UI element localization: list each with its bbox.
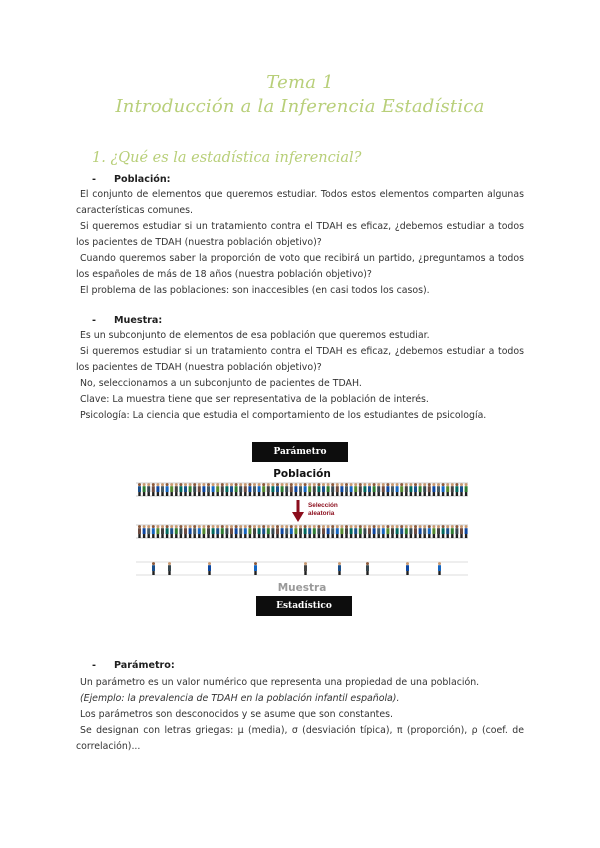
person-icon <box>271 525 274 538</box>
person-icon <box>423 525 426 538</box>
person-icon <box>354 525 357 538</box>
person-icon <box>340 483 343 496</box>
person-icon <box>373 525 376 538</box>
sampled-person-icon <box>152 562 155 575</box>
person-icon <box>377 483 380 496</box>
muestra-label: Muestra <box>277 582 327 594</box>
person-icon <box>442 483 445 496</box>
person-icon <box>207 483 210 496</box>
person-icon <box>340 525 343 538</box>
person-icon <box>363 483 366 496</box>
person-icon <box>423 483 426 496</box>
person-icon <box>258 525 261 538</box>
person-icon <box>317 525 320 538</box>
person-icon <box>304 483 307 496</box>
sampled-person-icon <box>208 562 211 575</box>
document-title-line-1: Tema 1 <box>266 72 334 93</box>
person-icon <box>161 525 164 538</box>
person-icon <box>451 483 454 496</box>
person-icon <box>363 525 366 538</box>
person-icon <box>294 483 297 496</box>
bullet-dash: - <box>92 660 96 671</box>
person-icon <box>294 525 297 538</box>
person-icon <box>368 483 371 496</box>
person-icon <box>382 483 385 496</box>
person-icon <box>179 525 182 538</box>
person-icon <box>147 483 150 496</box>
person-icon <box>138 483 141 496</box>
person-icon <box>419 483 422 496</box>
person-icon <box>308 525 311 538</box>
seleccion-label-2: aleatoria <box>308 510 335 517</box>
person-icon <box>271 483 274 496</box>
person-icon <box>235 483 238 496</box>
person-icon <box>156 483 159 496</box>
sampled-person-icon <box>366 562 369 575</box>
person-icon <box>198 483 201 496</box>
person-icon <box>437 483 440 496</box>
section-heading-1: 1. ¿Qué es la estadística inferencial? <box>92 150 362 166</box>
person-icon <box>432 483 435 496</box>
person-icon <box>409 525 412 538</box>
person-icon <box>313 483 316 496</box>
person-icon <box>455 483 458 496</box>
person-icon <box>400 525 403 538</box>
bullet-dash: - <box>92 315 96 326</box>
person-icon <box>193 483 196 496</box>
person-icon <box>258 483 261 496</box>
sampled-person-icon <box>438 562 441 575</box>
sampled-person-icon <box>254 562 257 575</box>
sampled-person-icon <box>168 562 171 575</box>
person-icon <box>170 483 173 496</box>
person-icon <box>193 525 196 538</box>
person-icon <box>212 483 215 496</box>
person-icon <box>350 525 353 538</box>
person-icon <box>405 525 408 538</box>
person-icon <box>184 525 187 538</box>
person-icon <box>276 483 279 496</box>
person-icon <box>239 483 242 496</box>
person-icon <box>396 525 399 538</box>
person-icon <box>147 525 150 538</box>
person-icon <box>386 483 389 496</box>
person-icon <box>281 525 284 538</box>
subsection-poblacion <box>92 174 171 185</box>
person-icon <box>350 483 353 496</box>
person-icon <box>465 525 468 538</box>
parametro-paragraph-3: Los parámetros son desconocidos y se asume que son constantes. <box>80 709 393 720</box>
person-icon <box>354 483 357 496</box>
person-icon <box>166 525 169 538</box>
person-icon <box>414 525 417 538</box>
person-icon <box>317 483 320 496</box>
person-icon <box>446 483 449 496</box>
person-icon <box>386 525 389 538</box>
person-icon <box>221 483 224 496</box>
person-icon <box>262 525 265 538</box>
person-icon <box>239 525 242 538</box>
person-icon <box>428 483 431 496</box>
sampled-person-icon <box>406 562 409 575</box>
selection-arrow-head <box>292 512 304 522</box>
document-title-line-2: Introducción a la Inferencia Estadística <box>115 96 485 117</box>
person-icon <box>460 483 463 496</box>
person-icon <box>446 525 449 538</box>
person-icon <box>400 483 403 496</box>
person-icon <box>175 483 178 496</box>
person-icon <box>299 483 302 496</box>
person-icon <box>285 483 288 496</box>
person-icon <box>262 483 265 496</box>
person-icon <box>230 483 233 496</box>
subsection-heading-parametro: Parámetro: <box>114 660 175 671</box>
sample-row <box>152 562 441 575</box>
person-icon <box>391 483 394 496</box>
person-icon <box>216 483 219 496</box>
person-icon <box>253 525 256 538</box>
person-icon <box>336 483 339 496</box>
person-icon <box>322 525 325 538</box>
person-icon <box>225 525 228 538</box>
muestra-paragraph-4: Clave: La muestra tiene que ser representativa de la población de interés. <box>80 394 429 405</box>
person-icon <box>161 483 164 496</box>
poblacion-paragraph-1: El conjunto de elementos que queremos estudiar. Todos estos elementos comparten algunas características comunes. <box>76 189 524 216</box>
parametro-paragraph-2: (Ejemplo: la prevalencia de TDAH en la población infantil española). <box>80 693 400 704</box>
poblacion-paragraph-2: Si queremos estudiar si un tratamiento contra el TDAH es eficaz, ¿debemos estudiar a todos los pacientes de TDAH (nuestra población objetivo)? <box>76 221 524 248</box>
person-icon <box>409 483 412 496</box>
person-icon <box>345 483 348 496</box>
person-icon <box>460 525 463 538</box>
person-icon <box>248 525 251 538</box>
person-icon <box>451 525 454 538</box>
parametro-paragraph-1: Un parámetro es un valor numérico que representa una propiedad de una población. <box>80 677 480 688</box>
person-icon <box>189 483 192 496</box>
person-icon <box>152 483 155 496</box>
person-icon <box>202 525 205 538</box>
seleccion-label-1: Selección <box>308 502 338 509</box>
muestra-paragraph-3: No, seleccionamos a un subconjunto de pacientes de TDAH. <box>80 378 362 389</box>
muestra-paragraph-1: Es un subconjunto de elementos de esa población que queremos estudiar. <box>80 330 430 341</box>
person-icon <box>414 483 417 496</box>
person-icon <box>382 525 385 538</box>
person-icon <box>267 525 270 538</box>
person-icon <box>244 483 247 496</box>
person-icon <box>179 483 182 496</box>
person-icon <box>336 525 339 538</box>
person-icon <box>143 483 146 496</box>
person-icon <box>327 525 330 538</box>
person-icon <box>175 525 178 538</box>
sampled-person-icon <box>338 562 341 575</box>
person-icon <box>290 525 293 538</box>
person-icon <box>304 525 307 538</box>
person-icon <box>138 525 141 538</box>
parametro-box: Parámetro <box>252 442 348 462</box>
person-icon <box>184 483 187 496</box>
person-icon <box>276 525 279 538</box>
person-icon <box>143 525 146 538</box>
sampled-person-icon <box>304 562 307 575</box>
person-icon <box>235 525 238 538</box>
person-icon <box>212 525 215 538</box>
person-icon <box>202 483 205 496</box>
person-icon <box>419 525 422 538</box>
person-icon <box>285 525 288 538</box>
population-sample-figure <box>134 438 470 618</box>
person-icon <box>230 525 233 538</box>
person-icon <box>432 525 435 538</box>
poblacion-paragraph-3: Cuando queremos saber la proporción de voto que recibirá un partido, ¿preguntamos a todos los españoles de más de 18 años (nuestra población objetivo)? <box>76 253 524 280</box>
person-icon <box>391 525 394 538</box>
person-icon <box>373 483 376 496</box>
person-icon <box>198 525 201 538</box>
person-icon <box>465 483 468 496</box>
person-icon <box>225 483 228 496</box>
muestra-paragraph-5: Psicología: La ciencia que estudia el comportamiento de los estudiantes de psicología. <box>80 410 487 421</box>
subsection-parametro <box>92 660 175 671</box>
subsection-heading-muestra: Muestra: <box>114 315 163 326</box>
person-icon <box>207 525 210 538</box>
person-icon <box>345 525 348 538</box>
poblacion-label: Población <box>273 468 331 480</box>
person-icon <box>359 525 362 538</box>
person-icon <box>405 483 408 496</box>
person-icon <box>322 483 325 496</box>
subsection-heading-poblacion: Población: <box>114 174 171 185</box>
parametro-paragraph-4: Se designan con letras griegas: μ (media), σ (desviación típica), π (proporción), ρ (coef. de correlación)... <box>76 725 524 752</box>
bullet-dash: - <box>92 174 96 185</box>
person-icon <box>156 525 159 538</box>
person-icon <box>216 525 219 538</box>
person-icon <box>327 483 330 496</box>
person-icon <box>359 483 362 496</box>
person-icon <box>455 525 458 538</box>
person-icon <box>221 525 224 538</box>
person-icon <box>377 525 380 538</box>
person-icon <box>331 483 334 496</box>
person-icon <box>166 483 169 496</box>
person-icon <box>396 483 399 496</box>
muestra-paragraph-2: Si queremos estudiar si un tratamiento contra el TDAH es eficaz, ¿debemos estudiar a todos los pacientes de TDAH (nuestra población objetivo)? <box>76 346 524 373</box>
estadistico-box: Estadístico <box>256 596 352 616</box>
person-icon <box>442 525 445 538</box>
person-icon <box>290 483 293 496</box>
person-icon <box>308 483 311 496</box>
person-icon <box>244 525 247 538</box>
person-icon <box>152 525 155 538</box>
subsection-muestra <box>92 315 162 326</box>
person-icon <box>331 525 334 538</box>
person-icon <box>170 525 173 538</box>
person-icon <box>368 525 371 538</box>
person-icon <box>248 483 251 496</box>
selected-population-row <box>138 525 468 538</box>
person-icon <box>313 525 316 538</box>
person-icon <box>437 525 440 538</box>
poblacion-paragraph-4: El problema de las poblaciones: son inaccesibles (en casi todos los casos). <box>80 285 430 296</box>
person-icon <box>299 525 302 538</box>
person-icon <box>428 525 431 538</box>
person-icon <box>189 525 192 538</box>
population-row <box>138 483 468 496</box>
person-icon <box>253 483 256 496</box>
person-icon <box>281 483 284 496</box>
person-icon <box>267 483 270 496</box>
